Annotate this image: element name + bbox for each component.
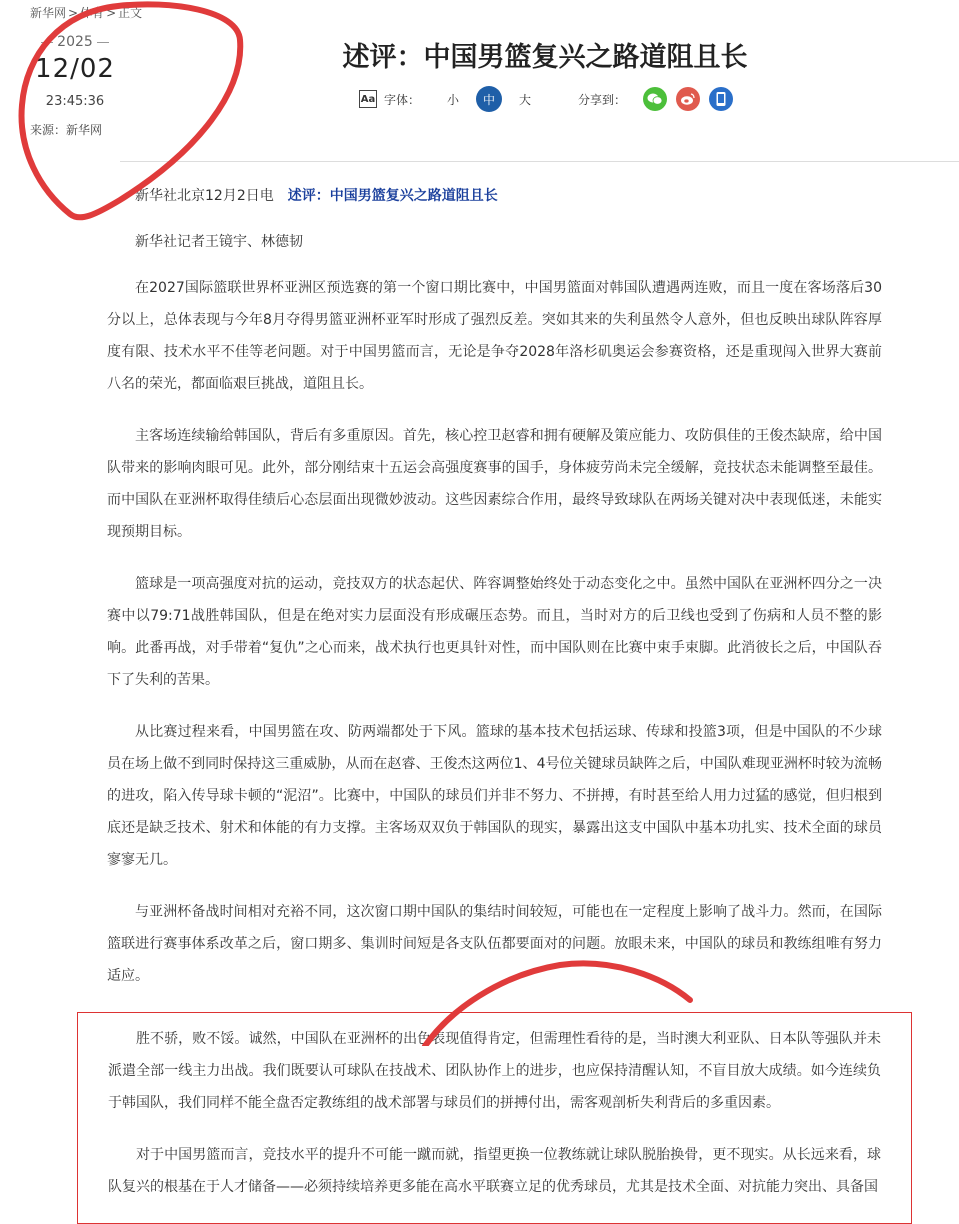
mobile-icon[interactable] bbox=[709, 87, 733, 111]
breadcrumb-separator: > bbox=[106, 6, 117, 20]
font-size-large-button[interactable]: 大 bbox=[519, 92, 532, 107]
wechat-glyph bbox=[647, 92, 663, 106]
breadcrumb-home-link[interactable]: 新华网 bbox=[30, 6, 67, 20]
article-byline: 新华社记者王镜宇、林德韧 bbox=[135, 234, 303, 250]
highlight-box bbox=[77, 1012, 912, 1224]
publish-time: 23:45:36 bbox=[45, 94, 105, 109]
article-paragraph: 在2027国际篮联世界杯亚洲区预选赛的第一个窗口期比赛中，中国男篮面对韩国队遭遇两连败，而且一度在客场落后30分以上，总体表现与今年8月夺得男篮亚洲杯亚军时形成了强烈反差。突如其来的失利虽然令人意外，但也反映出球队阵容厚度有限、技术水平不佳等老问题。对于中国男篮而言，无论是争夺2028年洛杉矶奥运会参赛资格，还是重现闯入世界大赛前八名的荣光，都面临艰巨挑战，道阻且长。 bbox=[107, 280, 882, 392]
article-body bbox=[107, 180, 882, 1224]
article-paragraph: 篮球是一项高强度对抗的运动，竞技双方的状态起伏、阵容调整始终处于动态变化之中。虽然中国队在亚洲杯四分之一决赛中以79:71战胜韩国队，但是在绝对实力层面没有形成碾压态势。而且，当时对方的后卫线也受到了伤病和人员不整的影响。此番再战，对手带着“复仇”之心而来，战术执行也更具针对性，而中国队则在比赛中束手束脚。此消彼长之后，中国队吞下了失利的苦果。 bbox=[107, 576, 882, 688]
lead-title: 述评：中国男篮复兴之路道阻且长 bbox=[287, 188, 498, 204]
page-title: 述评：中国男篮复兴之路道阻且长 bbox=[342, 42, 748, 73]
breadcrumb-current: 正文 bbox=[118, 6, 143, 20]
breadcrumb bbox=[30, 4, 144, 21]
article-source: 来源：新华网 bbox=[30, 123, 103, 137]
header-divider bbox=[120, 161, 959, 162]
breadcrumb-sports-link[interactable]: 体育 bbox=[80, 6, 105, 20]
breadcrumb-separator: > bbox=[68, 6, 79, 20]
article-paragraph: 主客场连续输给韩国队，背后有多重原因。首先，核心控卫赵睿和拥有硬解及策应能力、攻防俱佳的王俊杰缺席，给中国队带来的影响肉眼可见。此外，部分刚结束十五运会高强度赛事的国手，身体疲劳尚未完全缓解，竞技状态未能调整至最佳。而中国队在亚洲杯取得佳绩后心态层面出现微妙波动。这些因素综合作用，最终导致球队在两场关键对决中表现低迷，未能实现预期目标。 bbox=[107, 428, 882, 540]
article-paragraph: 胜不骄，败不馁。诚然，中国队在亚洲杯的出色表现值得肯定，但需理性看待的是，当时澳大利亚队、日本队等强队并未派遣全部一线主力出战。我们既要认可球队在技战术、团队协作上的进步，也应保持清醒认知，不盲目放大成绩。如今连续负于韩国队，我们同样不能全盘否定教练组的战术部署与球员们的拼搏付出，需客观剖析失利背后的多重因素。 bbox=[108, 1031, 881, 1111]
share-label: 分享到： bbox=[578, 92, 627, 107]
dateline: 新华社北京12月2日电 bbox=[135, 188, 274, 204]
article-paragraph: 从比赛过程来看，中国男篮在攻、防两端都处于下风。篮球的基本技术包括运球、传球和投篮3项，但是中国队的不少球员在场上做不到同时保持这三重威胁，从而在赵睿、王俊杰这两位1、4号位关键球员缺阵之后，中国队难现亚洲杯时较为流畅的进攻，陷入传导球卡顿的“泥沼”。比赛中，中国队的球员们并非不努力、不拼搏，有时甚至给人用力过猛的感觉，但归根到底还是缺乏技术、射术和体能的有力支撑。主客场双双负于韩国队的现实，暴露出这支中国队中基本功扎实、技术全面的球员寥寥无几。 bbox=[107, 724, 882, 868]
publish-year-text: 2025 bbox=[57, 34, 93, 50]
font-size-small-button[interactable]: 小 bbox=[447, 92, 460, 107]
year-rule-right bbox=[97, 42, 109, 43]
wechat-icon[interactable] bbox=[643, 87, 667, 111]
weibo-glyph bbox=[680, 92, 696, 106]
weibo-icon[interactable] bbox=[676, 87, 700, 111]
publish-year bbox=[30, 34, 120, 50]
mobile-glyph bbox=[715, 91, 727, 107]
article-lead bbox=[107, 180, 882, 212]
font-size-medium-button[interactable]: 中 bbox=[476, 86, 502, 112]
font-size-icon: Aa bbox=[359, 90, 377, 108]
article-meta bbox=[30, 34, 120, 109]
article-paragraph: 与亚洲杯备战时间相对充裕不同，这次窗口期中国队的集结时间较短，可能也在一定程度上影响了战斗力。然而，在国际篮联进行赛事体系改革之后，窗口期多、集训时间短是各支队伍都要面对的问题。放眼未来，中国队的球员和教练组唯有努力适应。 bbox=[107, 904, 882, 984]
publish-date: 12/02 bbox=[35, 54, 115, 84]
font-label: 字体： bbox=[384, 92, 421, 107]
article-toolbar bbox=[359, 86, 733, 112]
year-rule-left bbox=[41, 42, 53, 43]
article-paragraph: 对于中国男篮而言，竞技水平的提升不可能一蹴而就，指望更换一位教练就让球队脱胎换骨，更不现实。从长远来看，球队复兴的根基在于人才储备——必须持续培养更多能在高水平联赛立足的优秀球员，尤其是技术全面、对抗能力突出、具备国 bbox=[108, 1147, 881, 1195]
